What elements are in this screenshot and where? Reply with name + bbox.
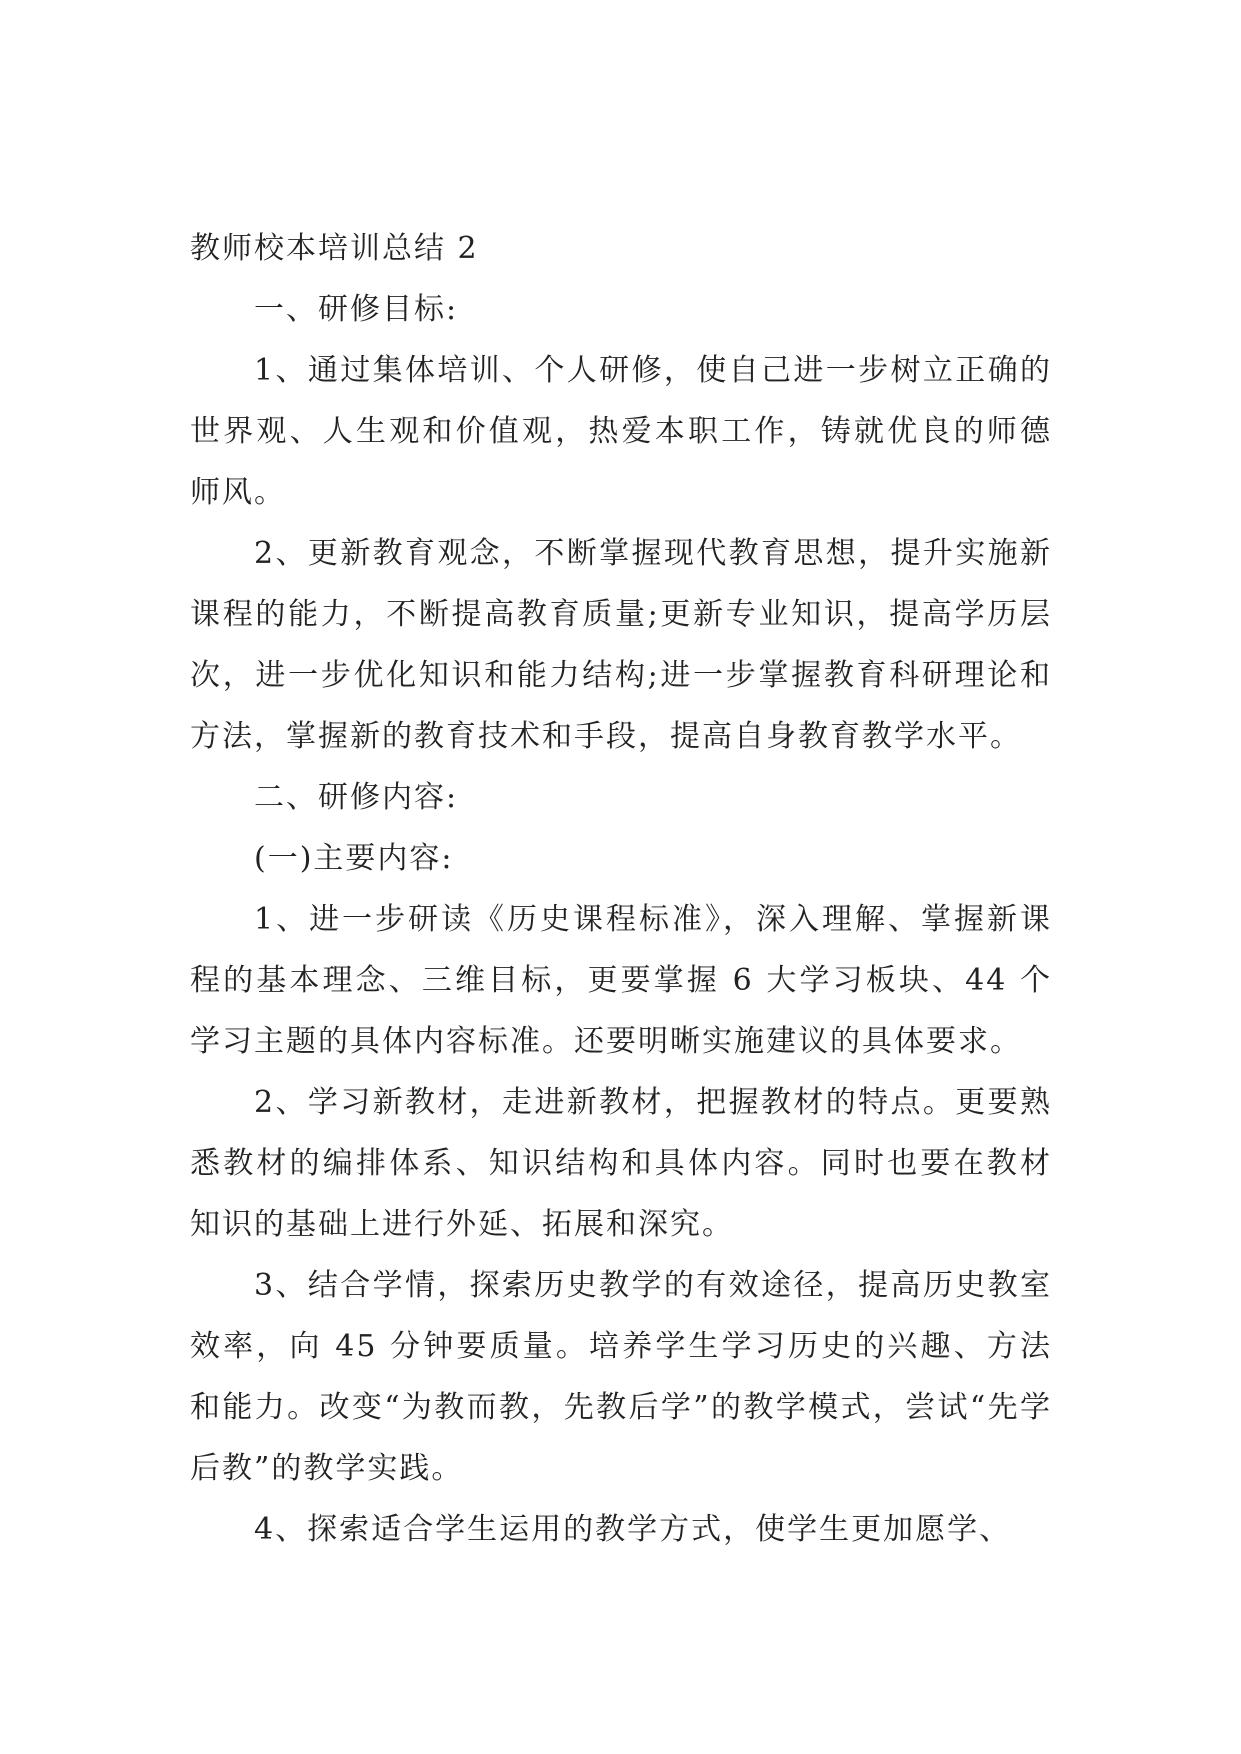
document-title: 教师校本培训总结 2: [190, 231, 479, 266]
document-body: [190, 218, 1052, 1560]
subsection-heading-main-content: (一)主要内容:: [254, 841, 454, 876]
paragraph: 2、更新教育观念，不断掌握现代教育思想，提升实施新课程的能力，不断提高教育质量;更新专业知识，提高学历层次，进一步优化知识和能力结构;进一步掌握教育科研理论和方法，掌握新的教育技术和手段，提高自身教育教学水平。: [190, 536, 1052, 754]
paragraph: 2、学习新教材，走进新教材，把握教材的特点。更要熟悉教材的编排体系、知识结构和具体内容。同时也要在教材知识的基础上进行外延、拓展和深究。: [190, 1085, 1052, 1242]
paragraph: 1、进一步研读《历史课程标准》，深入理解、掌握新课程的基本理念、三维目标，更要掌握 6 大学习板块、44 个学习主题的具体内容标准。还要明晰实施建议的具体要求。: [190, 902, 1052, 1059]
paragraph: 4、探索适合学生运用的教学方式，使学生更加愿学、: [254, 1512, 1012, 1547]
paragraph: 1、通过集体培训、个人研修，使自己进一步树立正确的世界观、人生观和价值观，热爱本职工作，铸就优良的师德师风。: [190, 353, 1052, 510]
section-heading-goals: 一、研修目标:: [254, 292, 459, 327]
section-heading-content: 二、研修内容:: [254, 780, 459, 815]
paragraph: 3、结合学情，探索历史教学的有效途径，提高历史教室效率，向 45 分钟要质量。培养学生学习历史的兴趣、方法和能力。改变“为教而教，先教后学”的教学模式，尝试“先学后教”的教学实践。: [190, 1268, 1052, 1486]
